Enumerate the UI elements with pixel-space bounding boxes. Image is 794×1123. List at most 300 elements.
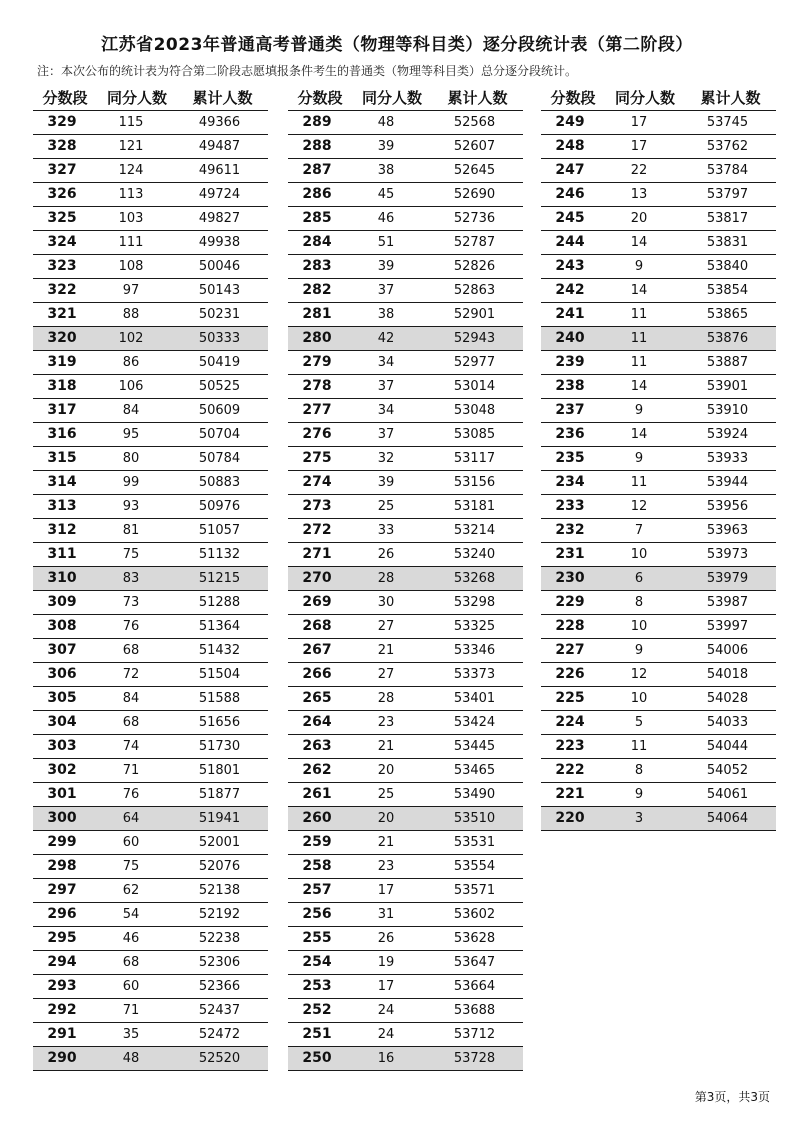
cell-cumulative-count: 54064 bbox=[706, 811, 749, 826]
cell-same-score-count: 86 bbox=[122, 355, 140, 370]
cell-same-score-count: 21 bbox=[377, 835, 395, 850]
cell-cumulative-count: 53854 bbox=[706, 283, 749, 298]
cell-same-score-count: 121 bbox=[118, 139, 144, 154]
cell-same-score-count: 84 bbox=[122, 691, 140, 706]
table-row bbox=[288, 230, 523, 254]
cell-score: 269 bbox=[302, 594, 332, 610]
table-row bbox=[33, 590, 268, 614]
cell-same-score-count: 25 bbox=[377, 787, 395, 802]
cell-cumulative-count: 52568 bbox=[453, 115, 496, 130]
table-row bbox=[33, 182, 268, 206]
cell-same-score-count: 13 bbox=[630, 187, 648, 202]
cell-cumulative-count: 53865 bbox=[706, 307, 749, 322]
cell-same-score-count: 42 bbox=[377, 331, 395, 346]
cell-cumulative-count: 53602 bbox=[453, 907, 496, 922]
cell-same-score-count: 9 bbox=[634, 451, 644, 466]
cell-score: 320 bbox=[47, 330, 77, 346]
cell-same-score-count: 68 bbox=[122, 955, 140, 970]
table-row bbox=[288, 782, 523, 806]
table-row bbox=[33, 806, 268, 830]
cell-same-score-count: 11 bbox=[630, 739, 648, 754]
cell-same-score-count: 51 bbox=[377, 235, 395, 250]
table-row bbox=[541, 278, 776, 302]
table-row bbox=[288, 614, 523, 638]
table-row bbox=[33, 326, 268, 350]
cell-cumulative-count: 53373 bbox=[453, 667, 496, 682]
table-row bbox=[288, 590, 523, 614]
cell-same-score-count: 72 bbox=[122, 667, 140, 682]
cell-same-score-count: 9 bbox=[634, 643, 644, 658]
cell-cumulative-count: 53298 bbox=[453, 595, 496, 610]
score-table-column-3 bbox=[541, 86, 776, 831]
cell-cumulative-count: 53817 bbox=[706, 211, 749, 226]
cell-score: 285 bbox=[302, 210, 332, 226]
cell-score: 282 bbox=[302, 282, 332, 298]
cell-cumulative-count: 53664 bbox=[453, 979, 496, 994]
cell-cumulative-count: 51877 bbox=[198, 787, 241, 802]
cell-score: 276 bbox=[302, 426, 332, 442]
cell-cumulative-count: 53401 bbox=[453, 691, 496, 706]
cell-cumulative-count: 54006 bbox=[706, 643, 749, 658]
cell-score: 222 bbox=[555, 762, 585, 778]
cell-score: 227 bbox=[555, 642, 585, 658]
cell-score: 239 bbox=[555, 354, 585, 370]
cell-same-score-count: 16 bbox=[377, 1051, 395, 1066]
table-row bbox=[541, 542, 776, 566]
table-row bbox=[288, 398, 523, 422]
cell-score: 260 bbox=[302, 810, 332, 826]
cell-cumulative-count: 51588 bbox=[198, 691, 241, 706]
cell-score: 273 bbox=[302, 498, 332, 514]
cell-score: 325 bbox=[47, 210, 77, 226]
table-row bbox=[541, 446, 776, 470]
cell-score: 314 bbox=[47, 474, 77, 490]
cell-score: 264 bbox=[302, 714, 332, 730]
cell-same-score-count: 103 bbox=[118, 211, 144, 226]
table-row bbox=[33, 374, 268, 398]
cell-cumulative-count: 53963 bbox=[706, 523, 749, 538]
cell-same-score-count: 60 bbox=[122, 835, 140, 850]
table-row bbox=[288, 710, 523, 734]
header-score: 分数段 bbox=[42, 89, 88, 107]
cell-score: 284 bbox=[302, 234, 332, 250]
table-row bbox=[33, 638, 268, 662]
cell-same-score-count: 68 bbox=[122, 643, 140, 658]
cell-same-score-count: 37 bbox=[377, 427, 395, 442]
table-row bbox=[288, 662, 523, 686]
cell-score: 263 bbox=[302, 738, 332, 754]
cell-score: 302 bbox=[47, 762, 77, 778]
table-row bbox=[288, 254, 523, 278]
cell-cumulative-count: 52863 bbox=[453, 283, 496, 298]
cell-cumulative-count: 51132 bbox=[198, 547, 241, 562]
table-row bbox=[288, 686, 523, 710]
cell-score: 321 bbox=[47, 306, 77, 322]
cell-cumulative-count: 53956 bbox=[706, 499, 749, 514]
table-row bbox=[33, 878, 268, 902]
cell-cumulative-count: 53628 bbox=[453, 931, 496, 946]
cell-score: 232 bbox=[555, 522, 585, 538]
cell-same-score-count: 33 bbox=[377, 523, 395, 538]
table-row bbox=[33, 350, 268, 374]
table-row bbox=[288, 830, 523, 854]
cell-cumulative-count: 53531 bbox=[453, 835, 496, 850]
table-row bbox=[288, 806, 523, 830]
cell-same-score-count: 10 bbox=[630, 691, 648, 706]
cell-same-score-count: 31 bbox=[377, 907, 395, 922]
cell-score: 280 bbox=[302, 330, 332, 346]
cell-cumulative-count: 53424 bbox=[453, 715, 496, 730]
table-row bbox=[288, 998, 523, 1022]
cell-score: 229 bbox=[555, 594, 585, 610]
table-row bbox=[33, 710, 268, 734]
table-row bbox=[288, 158, 523, 182]
table-row bbox=[33, 494, 268, 518]
cell-cumulative-count: 51504 bbox=[198, 667, 241, 682]
table-row bbox=[541, 206, 776, 230]
table-header bbox=[33, 86, 268, 110]
table-row bbox=[541, 302, 776, 326]
table-row bbox=[541, 110, 776, 134]
cell-score: 268 bbox=[302, 618, 332, 634]
cell-same-score-count: 93 bbox=[122, 499, 140, 514]
cell-same-score-count: 9 bbox=[634, 403, 644, 418]
table-row bbox=[33, 542, 268, 566]
cell-same-score-count: 10 bbox=[630, 619, 648, 634]
cell-same-score-count: 81 bbox=[122, 523, 140, 538]
cell-score: 329 bbox=[47, 114, 77, 130]
cell-same-score-count: 84 bbox=[122, 403, 140, 418]
cell-cumulative-count: 53840 bbox=[706, 259, 749, 274]
header-score: 分数段 bbox=[550, 89, 596, 107]
cell-cumulative-count: 53973 bbox=[706, 547, 749, 562]
cell-same-score-count: 46 bbox=[122, 931, 140, 946]
table-row bbox=[33, 974, 268, 998]
cell-score: 278 bbox=[302, 378, 332, 394]
cell-cumulative-count: 52826 bbox=[453, 259, 496, 274]
cell-cumulative-count: 51656 bbox=[198, 715, 241, 730]
cell-score: 244 bbox=[555, 234, 585, 250]
cell-score: 326 bbox=[47, 186, 77, 202]
cell-score: 281 bbox=[302, 306, 332, 322]
table-row bbox=[288, 878, 523, 902]
cell-same-score-count: 74 bbox=[122, 739, 140, 754]
cell-same-score-count: 24 bbox=[377, 1003, 395, 1018]
cell-score: 309 bbox=[47, 594, 77, 610]
cell-same-score-count: 9 bbox=[634, 787, 644, 802]
cell-same-score-count: 64 bbox=[122, 811, 140, 826]
cell-same-score-count: 21 bbox=[377, 643, 395, 658]
cell-score: 225 bbox=[555, 690, 585, 706]
table-row bbox=[541, 134, 776, 158]
table-row bbox=[541, 494, 776, 518]
cell-cumulative-count: 52366 bbox=[198, 979, 241, 994]
cell-same-score-count: 71 bbox=[122, 1003, 140, 1018]
cell-cumulative-count: 52787 bbox=[453, 235, 496, 250]
cell-same-score-count: 32 bbox=[377, 451, 395, 466]
table-row bbox=[288, 350, 523, 374]
cell-score: 247 bbox=[555, 162, 585, 178]
cell-score: 258 bbox=[302, 858, 332, 874]
cell-same-score-count: 9 bbox=[634, 259, 644, 274]
cell-same-score-count: 8 bbox=[634, 595, 644, 610]
cell-score: 301 bbox=[47, 786, 77, 802]
cell-same-score-count: 102 bbox=[118, 331, 144, 346]
cell-same-score-count: 8 bbox=[634, 763, 644, 778]
cell-cumulative-count: 52520 bbox=[198, 1051, 241, 1066]
cell-same-score-count: 14 bbox=[630, 427, 648, 442]
cell-score: 228 bbox=[555, 618, 585, 634]
table-row bbox=[33, 206, 268, 230]
table-row bbox=[33, 302, 268, 326]
cell-same-score-count: 54 bbox=[122, 907, 140, 922]
table-row bbox=[33, 470, 268, 494]
cell-same-score-count: 25 bbox=[377, 499, 395, 514]
cell-score: 307 bbox=[47, 642, 77, 658]
cell-score: 261 bbox=[302, 786, 332, 802]
cell-score: 256 bbox=[302, 906, 332, 922]
cell-cumulative-count: 50976 bbox=[198, 499, 241, 514]
cell-same-score-count: 37 bbox=[377, 379, 395, 394]
cell-score: 270 bbox=[302, 570, 332, 586]
cell-score: 293 bbox=[47, 978, 77, 994]
cell-score: 220 bbox=[555, 810, 585, 826]
table-row bbox=[288, 494, 523, 518]
table-row bbox=[33, 446, 268, 470]
cell-score: 317 bbox=[47, 402, 77, 418]
cell-score: 295 bbox=[47, 930, 77, 946]
cell-score: 243 bbox=[555, 258, 585, 274]
cell-score: 226 bbox=[555, 666, 585, 682]
table-row bbox=[541, 782, 776, 806]
table-row bbox=[541, 398, 776, 422]
cell-same-score-count: 97 bbox=[122, 283, 140, 298]
cell-same-score-count: 17 bbox=[377, 883, 395, 898]
table-row bbox=[541, 518, 776, 542]
cell-cumulative-count: 53987 bbox=[706, 595, 749, 610]
table-row bbox=[288, 638, 523, 662]
cell-score: 315 bbox=[47, 450, 77, 466]
cell-cumulative-count: 53797 bbox=[706, 187, 749, 202]
cell-same-score-count: 35 bbox=[122, 1027, 140, 1042]
page-number: 第3页，共3页 bbox=[694, 1090, 770, 1104]
table-row bbox=[288, 518, 523, 542]
cell-cumulative-count: 52472 bbox=[198, 1027, 241, 1042]
cell-same-score-count: 60 bbox=[122, 979, 140, 994]
cell-cumulative-count: 53490 bbox=[453, 787, 496, 802]
cell-cumulative-count: 51364 bbox=[198, 619, 241, 634]
cell-cumulative-count: 53181 bbox=[453, 499, 496, 514]
table-row bbox=[288, 758, 523, 782]
table-row bbox=[288, 302, 523, 326]
cell-same-score-count: 39 bbox=[377, 139, 395, 154]
cell-same-score-count: 111 bbox=[118, 235, 144, 250]
table-row bbox=[33, 614, 268, 638]
cell-cumulative-count: 50419 bbox=[198, 355, 241, 370]
cell-same-score-count: 26 bbox=[377, 931, 395, 946]
table-row bbox=[288, 134, 523, 158]
cell-cumulative-count: 51288 bbox=[198, 595, 241, 610]
cell-cumulative-count: 49938 bbox=[198, 235, 241, 250]
cell-score: 287 bbox=[302, 162, 332, 178]
table-header bbox=[541, 86, 776, 110]
cell-cumulative-count: 53156 bbox=[453, 475, 496, 490]
table-row bbox=[33, 518, 268, 542]
table-row bbox=[541, 374, 776, 398]
cell-same-score-count: 17 bbox=[630, 115, 648, 130]
cell-same-score-count: 76 bbox=[122, 619, 140, 634]
table-row bbox=[288, 110, 523, 134]
table-row bbox=[288, 1022, 523, 1046]
cell-same-score-count: 46 bbox=[377, 211, 395, 226]
table-row bbox=[288, 326, 523, 350]
page-title: 江苏省2023年普通高考普通类（物理等科目类）逐分段统计表（第二阶段） bbox=[101, 35, 693, 55]
table-row bbox=[541, 254, 776, 278]
cell-cumulative-count: 53325 bbox=[453, 619, 496, 634]
cell-same-score-count: 24 bbox=[377, 1027, 395, 1042]
cell-same-score-count: 23 bbox=[377, 715, 395, 730]
cell-cumulative-count: 53647 bbox=[453, 955, 496, 970]
cell-same-score-count: 75 bbox=[122, 547, 140, 562]
cell-cumulative-count: 50046 bbox=[198, 259, 241, 274]
table-row bbox=[288, 542, 523, 566]
cell-same-score-count: 68 bbox=[122, 715, 140, 730]
cell-score: 223 bbox=[555, 738, 585, 754]
cell-same-score-count: 10 bbox=[630, 547, 648, 562]
cell-cumulative-count: 49366 bbox=[198, 115, 241, 130]
cell-score: 240 bbox=[555, 330, 585, 346]
cell-score: 296 bbox=[47, 906, 77, 922]
cell-same-score-count: 3 bbox=[634, 811, 644, 826]
cell-cumulative-count: 53944 bbox=[706, 475, 749, 490]
table-row bbox=[33, 566, 268, 590]
cell-cumulative-count: 52977 bbox=[453, 355, 496, 370]
cell-cumulative-count: 52238 bbox=[198, 931, 241, 946]
cell-score: 275 bbox=[302, 450, 332, 466]
cell-score: 236 bbox=[555, 426, 585, 442]
table-row bbox=[541, 734, 776, 758]
cell-same-score-count: 28 bbox=[377, 691, 395, 706]
cell-same-score-count: 38 bbox=[377, 307, 395, 322]
table-row bbox=[541, 686, 776, 710]
cell-cumulative-count: 50143 bbox=[198, 283, 241, 298]
cell-same-score-count: 26 bbox=[377, 547, 395, 562]
header-cumulative-count: 累计人数 bbox=[447, 89, 508, 107]
cell-same-score-count: 20 bbox=[377, 763, 395, 778]
cell-cumulative-count: 49611 bbox=[198, 163, 241, 178]
cell-same-score-count: 11 bbox=[630, 355, 648, 370]
cell-score: 238 bbox=[555, 378, 585, 394]
table-note: 注：本次公布的统计表为符合第二阶段志愿填报条件考生的普通类（物理等科目类）总分逐分段统计。 bbox=[37, 64, 578, 78]
cell-cumulative-count: 50231 bbox=[198, 307, 241, 322]
cell-score: 249 bbox=[555, 114, 585, 130]
cell-cumulative-count: 52901 bbox=[453, 307, 496, 322]
cell-cumulative-count: 52607 bbox=[453, 139, 496, 154]
table-row bbox=[288, 422, 523, 446]
score-table-column-2 bbox=[288, 86, 523, 1071]
cell-score: 324 bbox=[47, 234, 77, 250]
cell-cumulative-count: 50525 bbox=[198, 379, 241, 394]
table-row bbox=[541, 758, 776, 782]
cell-score: 271 bbox=[302, 546, 332, 562]
cell-cumulative-count: 52001 bbox=[198, 835, 241, 850]
cell-cumulative-count: 53831 bbox=[706, 235, 749, 250]
cell-score: 310 bbox=[47, 570, 77, 586]
cell-cumulative-count: 54052 bbox=[706, 763, 749, 778]
cell-same-score-count: 75 bbox=[122, 859, 140, 874]
cell-cumulative-count: 53445 bbox=[453, 739, 496, 754]
cell-cumulative-count: 53901 bbox=[706, 379, 749, 394]
cell-score: 245 bbox=[555, 210, 585, 226]
cell-same-score-count: 95 bbox=[122, 427, 140, 442]
cell-score: 297 bbox=[47, 882, 77, 898]
cell-score: 255 bbox=[302, 930, 332, 946]
table-row bbox=[33, 734, 268, 758]
table-row bbox=[33, 1046, 268, 1071]
cell-cumulative-count: 52690 bbox=[453, 187, 496, 202]
cell-same-score-count: 71 bbox=[122, 763, 140, 778]
cell-cumulative-count: 53346 bbox=[453, 643, 496, 658]
table-row bbox=[541, 590, 776, 614]
cell-same-score-count: 80 bbox=[122, 451, 140, 466]
cell-score: 312 bbox=[47, 522, 77, 538]
cell-same-score-count: 23 bbox=[377, 859, 395, 874]
table-row bbox=[541, 470, 776, 494]
cell-score: 277 bbox=[302, 402, 332, 418]
cell-same-score-count: 11 bbox=[630, 475, 648, 490]
table-row bbox=[541, 638, 776, 662]
cell-cumulative-count: 54018 bbox=[706, 667, 749, 682]
cell-cumulative-count: 53085 bbox=[453, 427, 496, 442]
cell-score: 272 bbox=[302, 522, 332, 538]
cell-cumulative-count: 52138 bbox=[198, 883, 241, 898]
cell-score: 242 bbox=[555, 282, 585, 298]
cell-score: 288 bbox=[302, 138, 332, 154]
table-row bbox=[33, 158, 268, 182]
cell-same-score-count: 27 bbox=[377, 667, 395, 682]
table-row bbox=[33, 926, 268, 950]
cell-score: 305 bbox=[47, 690, 77, 706]
table-row bbox=[541, 662, 776, 686]
table-row bbox=[288, 278, 523, 302]
cell-score: 254 bbox=[302, 954, 332, 970]
cell-same-score-count: 6 bbox=[634, 571, 644, 586]
cell-score: 327 bbox=[47, 162, 77, 178]
cell-cumulative-count: 52943 bbox=[453, 331, 496, 346]
table-row bbox=[541, 614, 776, 638]
cell-score: 279 bbox=[302, 354, 332, 370]
cell-same-score-count: 37 bbox=[377, 283, 395, 298]
cell-score: 248 bbox=[555, 138, 585, 154]
cell-same-score-count: 5 bbox=[634, 715, 644, 730]
table-row bbox=[33, 950, 268, 974]
cell-score: 322 bbox=[47, 282, 77, 298]
table-row bbox=[33, 422, 268, 446]
table-row bbox=[33, 134, 268, 158]
cell-same-score-count: 28 bbox=[377, 571, 395, 586]
table-row bbox=[33, 662, 268, 686]
cell-same-score-count: 73 bbox=[122, 595, 140, 610]
cell-cumulative-count: 52192 bbox=[198, 907, 241, 922]
cell-score: 299 bbox=[47, 834, 77, 850]
cell-cumulative-count: 53924 bbox=[706, 427, 749, 442]
cell-same-score-count: 45 bbox=[377, 187, 395, 202]
cell-same-score-count: 17 bbox=[630, 139, 648, 154]
cell-same-score-count: 113 bbox=[118, 187, 144, 202]
cell-cumulative-count: 54044 bbox=[706, 739, 749, 754]
cell-score: 266 bbox=[302, 666, 332, 682]
cell-same-score-count: 38 bbox=[377, 163, 395, 178]
